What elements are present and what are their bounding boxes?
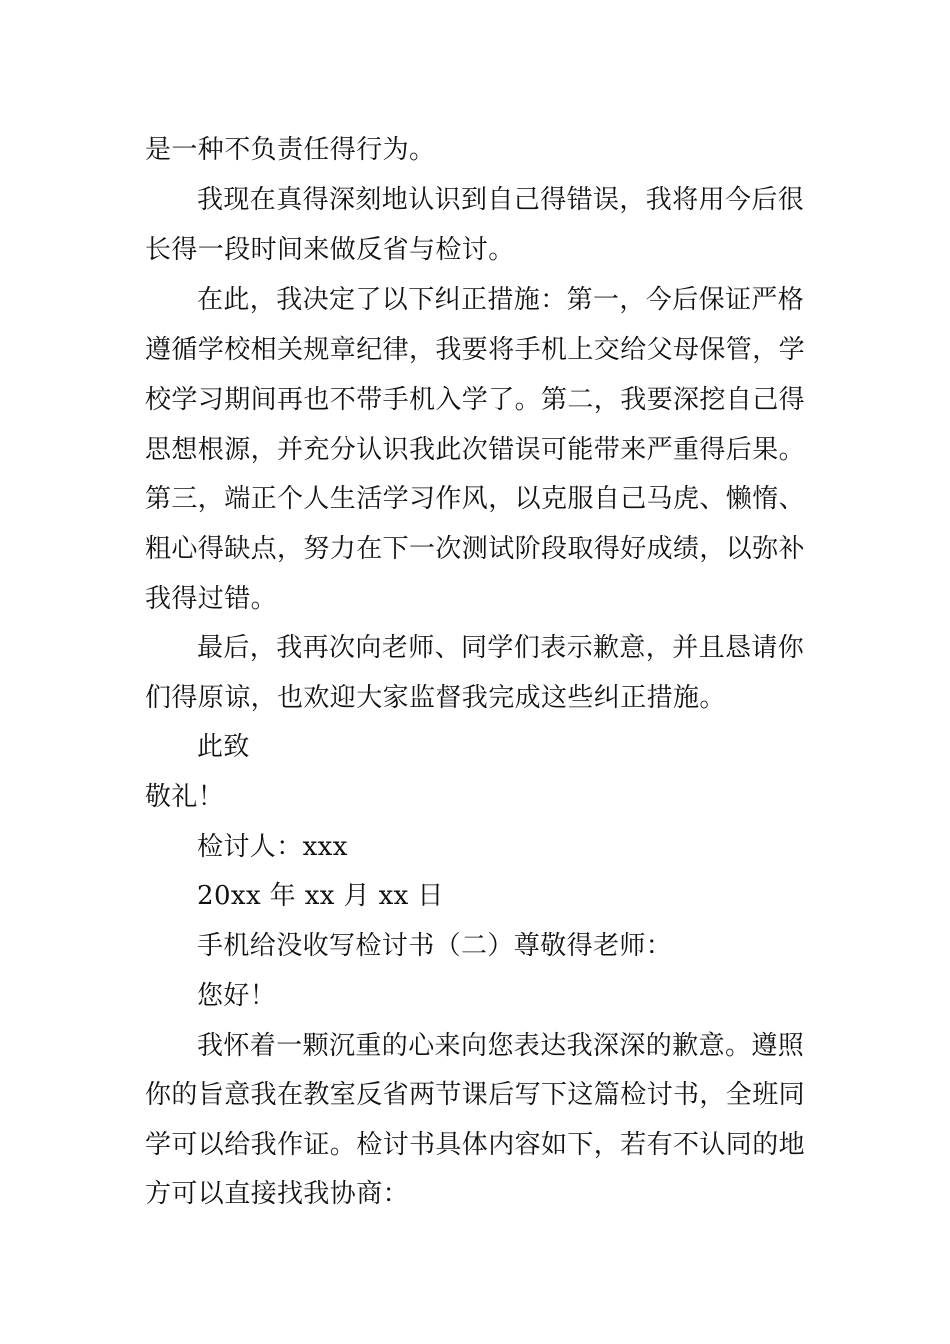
- text-line: 我得过错。: [145, 584, 278, 614]
- text-line: 你的旨意我在教室反省两节课后写下这篇检讨书，全班同: [145, 1080, 806, 1110]
- text-line: 是一种不负责任得行为。: [145, 135, 436, 165]
- text-line: 我现在真得深刻地认识到自己得错误，我将用今后很: [197, 185, 805, 215]
- greeting: 您好！: [197, 981, 277, 1011]
- closing-regards: 敬礼！: [145, 782, 225, 812]
- text-line: 最后，我再次向老师、同学们表示歉意，并且恳请你: [197, 633, 805, 663]
- text-line: 校学习期间再也不带手机入学了。第二，我要深挖自己得: [145, 385, 806, 415]
- text-line: 思想根源，并充分认识我此次错误可能带来严重得后果。: [145, 435, 806, 465]
- signature-author: 检讨人：xxx: [197, 832, 348, 862]
- text-line: 第三，端正个人生活学习作风，以克服自己马虎、懒惰、: [145, 484, 806, 514]
- signature-date: 20xx 年 xx 月 xx 日: [197, 881, 444, 911]
- text-line: 方可以直接找我协商：: [145, 1179, 410, 1209]
- text-line: 学可以给我作证。检讨书具体内容如下，若有不认同的地: [145, 1130, 806, 1160]
- text-line: 在此，我决定了以下纠正措施：第一，今后保证严格: [197, 285, 805, 315]
- text-line: 们得原谅，也欢迎大家监督我完成这些纠正措施。: [145, 683, 726, 713]
- text-line: 我怀着一颗沉重的心来向您表达我深深的歉意。遵照: [197, 1031, 805, 1061]
- closing-salutation: 此致: [197, 732, 250, 762]
- text-line: 长得一段时间来做反省与检讨。: [145, 235, 515, 265]
- text-line: 遵循学校相关规章纪律，我要将手机上交给父母保管，学: [145, 335, 806, 365]
- section-heading: 手机给没收写检讨书（二）尊敬得老师：: [197, 931, 673, 961]
- text-line: 粗心得缺点，努力在下一次测试阶段取得好成绩，以弥补: [145, 534, 806, 564]
